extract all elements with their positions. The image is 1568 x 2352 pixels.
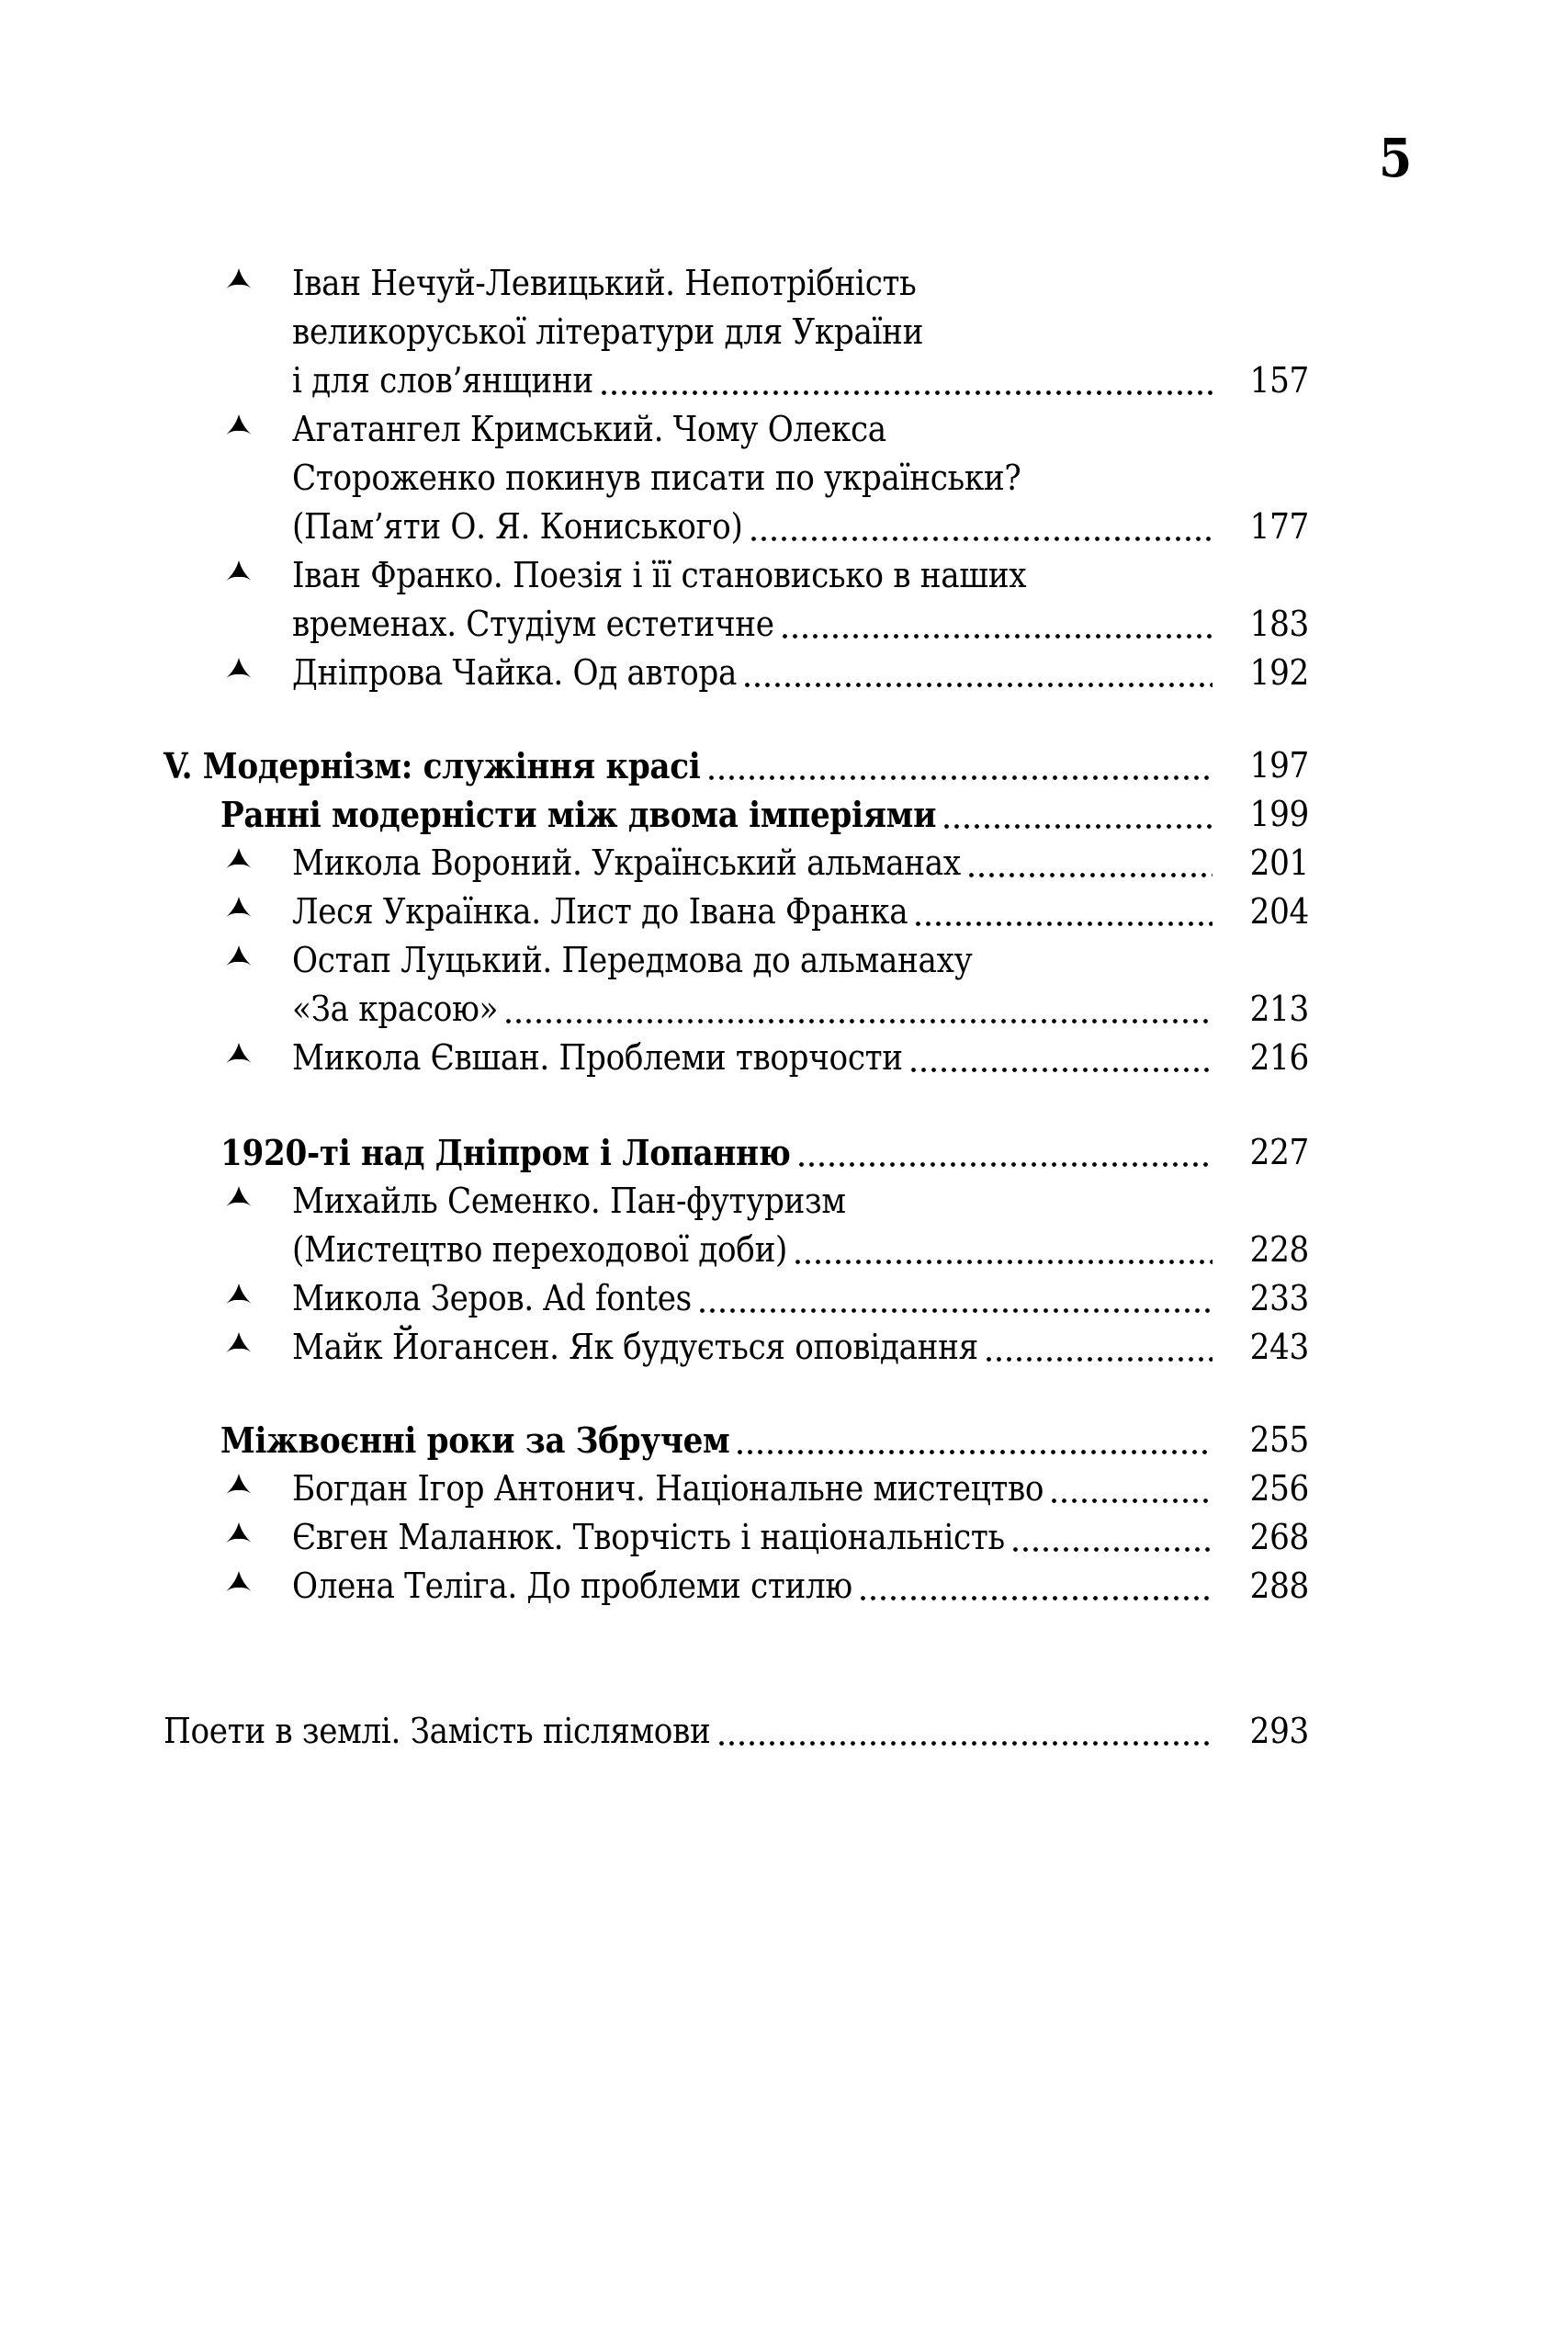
entry-title-continuation: і для слов’янщини <box>292 360 593 401</box>
leader-dots <box>783 632 1213 640</box>
entry-page-number: 256 <box>1249 1468 1309 1509</box>
entry-title-continuation: великоруської літератури для України <box>292 311 924 352</box>
leader-dots <box>969 871 1213 879</box>
toc-entry-row <box>164 1513 1309 1562</box>
leader-dots <box>987 1355 1213 1363</box>
toc-entry-row <box>164 888 1309 936</box>
entry-title: Михайль Семенко. Пан-футуризм <box>292 1181 846 1221</box>
toc-entry-row <box>164 1562 1309 1611</box>
entry-page-number: 204 <box>1249 891 1309 932</box>
entry-page-number: 243 <box>1249 1327 1309 1367</box>
entry-title: Леся Українка. Лист до Івана Франка <box>292 891 908 932</box>
entry-page-number: 288 <box>1249 1566 1309 1606</box>
toc-plain-row <box>164 1707 1309 1756</box>
entry-page-number: 157 <box>1249 360 1309 401</box>
leader-dots <box>916 920 1213 928</box>
table-of-contents <box>164 259 1309 1756</box>
toc-entry-row <box>164 259 1309 308</box>
toc-entry-row <box>164 1464 1309 1513</box>
toc-entry-row <box>164 1034 1309 1082</box>
chapter-title: V. Модернізм: служіння красі <box>164 745 701 786</box>
entry-title: Євген Маланюк. Творчість і національність <box>292 1517 1005 1557</box>
leader-dots <box>1013 1545 1213 1554</box>
toc-entry-last-line <box>164 503 1309 551</box>
page-number-folio: 5 <box>1378 127 1412 189</box>
entry-title-continuation: «За красою» <box>292 989 499 1029</box>
leader-dots <box>709 774 1213 782</box>
entry-page-number: 293 <box>1249 1711 1309 1751</box>
three-pointed-star-icon <box>220 1274 292 1323</box>
leader-dots <box>738 1448 1213 1456</box>
subhead-title: Ранні модерністи між двома імперіями <box>220 794 937 835</box>
three-pointed-star-icon <box>220 888 292 936</box>
three-pointed-star-icon <box>220 405 292 454</box>
leader-dots <box>751 535 1213 543</box>
toc-entry-row <box>164 649 1309 697</box>
three-pointed-star-icon <box>220 1034 292 1082</box>
subhead-title: 1920-ті над Дніпром і Лопанню <box>220 1132 791 1173</box>
entry-title-continuation: (Пам’яти О. Я. Кониського) <box>292 506 743 547</box>
entry-title: Дніпрова Чайка. Од автора <box>292 652 738 693</box>
toc-entry-last-line <box>164 1226 1309 1274</box>
entry-page-number: 192 <box>1249 652 1309 693</box>
leader-dots <box>944 822 1213 831</box>
leader-dots <box>602 389 1213 397</box>
entry-page-number: 201 <box>1249 842 1309 883</box>
entry-title: Агатангел Кримський. Чому Олекса <box>292 409 886 449</box>
leader-dots <box>795 1258 1213 1266</box>
three-pointed-star-icon <box>220 1562 292 1611</box>
toc-section-row <box>164 1128 1309 1177</box>
entry-title: Микола Вороний. Український альманах <box>292 842 961 883</box>
entry-page-number: 233 <box>1249 1278 1309 1318</box>
entry-title: Остап Луцький. Передмова до альманаху <box>292 940 973 980</box>
leader-dots <box>911 1066 1213 1074</box>
three-pointed-star-icon <box>220 1513 292 1562</box>
toc-entry-row <box>164 1323 1309 1372</box>
entry-page-number: 227 <box>1249 1132 1309 1172</box>
subhead-title: Міжвоєнні роки за Збручем <box>220 1419 730 1461</box>
entry-title: Іван Франко. Поезія і її становисько в наших <box>292 555 1027 595</box>
three-pointed-star-icon <box>220 1177 292 1226</box>
entry-page-number: 216 <box>1249 1037 1309 1078</box>
toc-entry-row <box>164 839 1309 888</box>
three-pointed-star-icon <box>220 551 292 600</box>
toc-entry-continuation <box>164 308 1309 356</box>
leader-dots <box>506 1017 1213 1025</box>
entry-page-number: 183 <box>1249 604 1309 644</box>
leader-dots <box>861 1594 1213 1602</box>
toc-entry-last-line <box>164 600 1309 649</box>
leader-dots <box>719 1739 1213 1747</box>
entry-page-number: 213 <box>1249 989 1309 1029</box>
entry-title-continuation: Стороженко покинув писати по українськи? <box>292 458 1021 498</box>
entry-page-number: 199 <box>1249 794 1309 834</box>
toc-entry-row <box>164 551 1309 600</box>
entry-title: Микола Зеров. Ad fontes <box>292 1278 692 1318</box>
entry-page-number: 177 <box>1249 506 1309 547</box>
three-pointed-star-icon <box>220 1323 292 1372</box>
three-pointed-star-icon <box>220 1464 292 1513</box>
toc-entry-continuation <box>164 454 1309 503</box>
toc-entry-row <box>164 936 1309 985</box>
toc-entry-row <box>164 405 1309 454</box>
toc-chapter-row <box>164 741 1309 790</box>
entry-title-continuation: временах. Студіум естетичне <box>292 604 774 644</box>
entry-page-number: 255 <box>1249 1419 1309 1460</box>
toc-entry-last-line <box>164 985 1309 1034</box>
entry-title: Олена Теліга. До проблеми стилю <box>292 1566 852 1606</box>
three-pointed-star-icon <box>220 259 292 308</box>
leader-dots <box>799 1160 1213 1169</box>
entry-page-number: 228 <box>1249 1229 1309 1270</box>
three-pointed-star-icon <box>220 839 292 888</box>
leader-dots <box>745 681 1213 689</box>
toc-entry-row <box>164 1274 1309 1323</box>
entry-title: Майк Йогансен. Як будується оповідання <box>292 1327 978 1367</box>
three-pointed-star-icon <box>220 649 292 697</box>
toc-section-row <box>164 1416 1309 1464</box>
entry-title: Богдан Ігор Антонич. Національне мистецтво <box>292 1468 1044 1509</box>
entry-title: Іван Нечуй-Левицький. Непотрібність <box>292 263 917 303</box>
entry-page-number: 268 <box>1249 1517 1309 1557</box>
entry-title-continuation: (Мистецтво переходової доби) <box>292 1229 788 1270</box>
entry-title: Микола Євшан. Проблеми творчости <box>292 1037 903 1078</box>
leader-dots <box>700 1306 1213 1315</box>
toc-section-row <box>164 790 1309 839</box>
toc-entry-last-line <box>164 356 1309 405</box>
plain-title: Поети в землі. Замість післямови <box>164 1711 711 1751</box>
leader-dots <box>1052 1497 1213 1505</box>
entry-page-number: 197 <box>1249 745 1309 786</box>
three-pointed-star-icon <box>220 936 292 985</box>
toc-entry-row <box>164 1177 1309 1226</box>
